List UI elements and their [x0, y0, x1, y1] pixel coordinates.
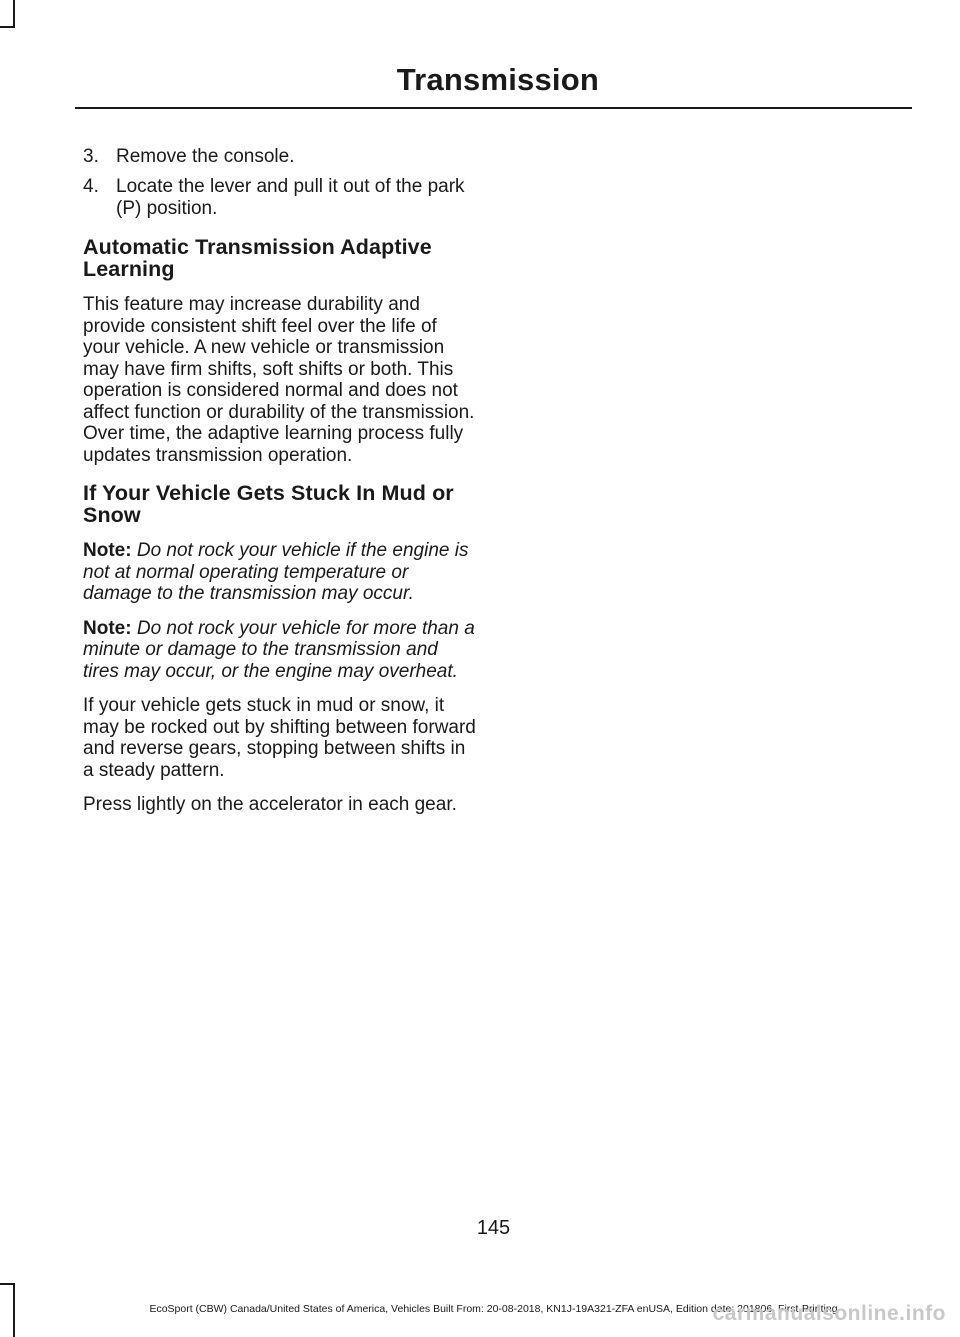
note — [83, 618, 477, 683]
note-text: Do not rock your vehicle for more than a minute or damage to the transmission and tires may occur, or the engine may overheat. — [83, 617, 475, 682]
paragraph: This feature may increase durability and provide consistent shift feel over the life of your vehicle. A new vehicle or transmission may have firm shifts, soft shifts or both. This operation is considered normal and does not affect function or durability of the transmission. Over time, the adaptive learning process fully updates transmission operation. — [83, 294, 475, 466]
paragraph: If your vehicle gets stuck in mud or snow, it may be rocked out by shifting between forward and reverse gears, stopping between shifts in a steady pattern. — [83, 695, 476, 781]
page-number: 145 — [476, 1217, 511, 1239]
step-text: Locate the lever and pull it out of the park (P) position. — [116, 176, 465, 219]
step-number: 3. — [83, 146, 99, 167]
note — [83, 540, 477, 605]
note-label: Note: — [83, 617, 132, 639]
section-heading-stuck-in-mud: If Your Vehicle Gets Stuck In Mud or Snow — [83, 481, 454, 527]
step-text: Remove the console. — [116, 146, 295, 167]
crop-mark-top-left-vertical — [13, 0, 15, 27]
paragraph: Press lightly on the accelerator in each gear. — [83, 794, 457, 815]
page-title: Transmission — [396, 62, 599, 97]
main-content — [83, 146, 477, 829]
crop-mark-top-left-horizontal — [0, 26, 15, 28]
step-item — [83, 146, 477, 168]
step-number: 4. — [83, 176, 99, 197]
section-heading-adaptive-learning: Automatic Transmission Adaptive Learning — [83, 235, 432, 281]
note-text: Do not rock your vehicle if the engine is not at normal operating temperature or damage to the transmission may occur. — [83, 540, 469, 604]
footer-edition-info: EcoSport (CBW) Canada/United States of America, Vehicles Built From: 20-08-2018, KN1J-19A321-ZFA enUSA, Edition date: 201806, First-Printing — [149, 1303, 838, 1315]
header-divider — [75, 107, 912, 109]
watermark: carmanualsonline.info — [712, 1302, 946, 1325]
crop-mark-bottom-left-horizontal — [0, 1283, 15, 1285]
step-item — [83, 176, 477, 220]
note-label: Note: — [83, 540, 132, 561]
